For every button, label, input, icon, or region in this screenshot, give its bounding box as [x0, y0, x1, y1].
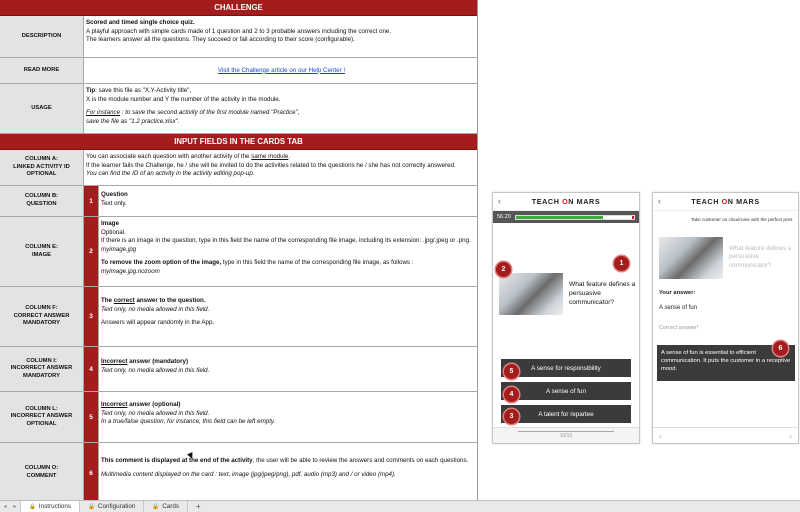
challenge-header: CHALLENGE — [0, 0, 477, 16]
column-e-label: COLUMN E: IMAGE — [0, 217, 84, 286]
column-a-line1-end: . — [288, 153, 291, 160]
prev-chevron-icon[interactable]: ‹ — [659, 430, 662, 441]
column-b-label: COLUMN B: QUESTION — [0, 186, 84, 216]
column-f-number: 3 — [84, 287, 99, 346]
back-chevron-icon-2[interactable]: ‹ — [658, 196, 662, 206]
column-f-line2: Answers will appear randomly in the App. — [101, 319, 215, 327]
usage-line4: save the file as "1.2 practice.xlsx". — [86, 117, 180, 125]
column-a-label: COLUMN A: LINKED ACTIVITY ID OPTIONAL — [0, 150, 84, 185]
sheet-tab-bar — [0, 500, 800, 512]
column-o-title-bold: This comment is displayed at the end of the activity — [101, 457, 253, 464]
same-module-text: same module — [251, 153, 289, 160]
description-title: Scored and timed single choice quiz. — [86, 19, 195, 26]
column-o-title-post: , the user will be able to review the answers and comments on each questions. — [252, 457, 469, 464]
next-chevron-icon[interactable]: › — [789, 430, 792, 441]
logo-text-1-2: TEACH — [691, 197, 722, 206]
description-line2: The learners answer all the questions. They succeed or fail according to their score (configurable). — [86, 36, 355, 44]
callout-badge-3: 3 — [504, 409, 519, 424]
answer-button-1[interactable]: A sense for responsibility — [501, 359, 631, 377]
column-e-line1: Optional. — [101, 228, 126, 236]
card-nav-footer — [653, 427, 798, 443]
column-l-title-post: answer (optional) — [127, 401, 181, 408]
lock-icon: 🔒 — [88, 503, 95, 510]
tab-cards[interactable] — [144, 501, 188, 512]
tab-scroll-arrows[interactable] — [0, 503, 20, 510]
incorrect-word-l: Incorrect — [101, 401, 128, 408]
column-a-line3: You can find the ID of an activity in the activity editing pop-up. — [86, 170, 255, 178]
zoom-bold-text: To remove the zoom option of the image, — [101, 259, 222, 267]
activity-subtitle: Take customer on cloud-nine with the perfect pres — [691, 217, 793, 222]
column-l-content — [99, 392, 477, 442]
column-o-label: COLUMN O: COMMENT — [0, 443, 84, 500]
card-counter: 10/10 — [559, 432, 573, 439]
score-bar — [493, 211, 639, 223]
help-center-link[interactable]: Visit the Challenge article on our Help Center ! — [217, 66, 346, 74]
column-i-line1: Text only, no media allowed in this field. — [101, 366, 210, 374]
callout-badge-5: 5 — [504, 364, 519, 379]
back-chevron-icon[interactable]: ‹ — [498, 196, 502, 206]
comment-feedback: A sense of fun is essential to efficient communication. It puts the customer in a receptive mood. — [657, 345, 795, 381]
column-f-title-pre: The — [101, 297, 114, 304]
column-f-content — [99, 287, 477, 346]
tab-prev-icon[interactable]: ◂ — [3, 504, 7, 510]
column-b-row — [0, 186, 477, 217]
column-i-number: 4 — [84, 347, 99, 391]
usage-content — [84, 84, 477, 133]
score-value: 56.20 — [497, 214, 511, 220]
app-logo — [532, 197, 601, 206]
usage-line2: X is the module number and Y the number of the activity in the module. — [86, 95, 281, 103]
column-e-line3: myimage.jpg — [101, 245, 137, 253]
description-content — [84, 16, 477, 57]
column-f-line1: Text only, no media allowed in this field. — [101, 305, 210, 313]
correct-word: correct — [113, 297, 135, 304]
callout-badge-2: 2 — [496, 262, 511, 277]
column-o-row — [0, 443, 477, 500]
tab-instructions-label: Instructions — [38, 503, 72, 510]
tab-configuration-label: Configuration — [97, 503, 136, 510]
column-i-title-post: answer (mandatory) — [127, 358, 188, 365]
instance-label: For instance — [86, 109, 121, 117]
app-header — [493, 193, 639, 211]
column-l-number: 5 — [84, 392, 99, 442]
logo-text-2-2: N MARS — [727, 197, 760, 206]
usage-label: USAGE — [0, 84, 84, 133]
tab-instructions[interactable] — [20, 501, 80, 512]
column-a-content — [84, 150, 477, 185]
description-row — [0, 16, 477, 58]
column-i-row — [0, 347, 477, 392]
question-image[interactable] — [499, 273, 563, 315]
read-more-label: READ MORE — [0, 58, 84, 83]
app-logo-2 — [691, 197, 760, 206]
callout-badge-6: 6 — [773, 341, 788, 356]
column-e-title: Image — [101, 220, 119, 227]
your-answer-label: Your answer: — [659, 290, 696, 296]
column-b-title: Question — [101, 191, 128, 198]
timer-fill — [516, 216, 603, 219]
question-text: What feature defines a persuasive communicator? — [569, 281, 636, 306]
lock-icon: 🔒 — [152, 503, 160, 510]
lock-icon: 🔒 — [29, 503, 36, 510]
input-fields-header: INPUT FIELDS IN THE CARDS TAB — [0, 134, 477, 150]
callout-badge-1: 1 — [614, 256, 629, 271]
logo-text-1: TEACH — [531, 197, 563, 206]
add-sheet-button[interactable]: + — [196, 502, 201, 511]
column-f-label: COLUMN F: CORRECT ANSWER MANDATORY — [0, 287, 84, 346]
column-l-label: COLUMN L: INCORRECT ANSWER OPTIONAL — [0, 392, 84, 442]
column-b-content — [99, 186, 477, 216]
card-footer — [493, 427, 639, 443]
description-line1: A playful approach with simple cards made of 1 question and 2 to 3 probable answers including the correct one. — [86, 27, 392, 35]
question-text-faded: What feature defines a persuasive communicator? — [729, 245, 792, 269]
tip-label: Tip — [86, 87, 96, 94]
instance-text: : to save the second activity of the first module named "Practice", — [120, 109, 300, 117]
card-progress-line — [518, 431, 614, 432]
column-a-line1: You can associate each question with another activity of the — [86, 153, 252, 160]
timer-track — [515, 215, 635, 220]
column-o-number: 6 — [84, 443, 99, 500]
column-o-content — [99, 443, 477, 500]
read-more-row — [0, 58, 477, 84]
column-e-content — [99, 217, 477, 286]
column-f-title-post: answer to the question. — [134, 297, 206, 304]
column-l-row — [0, 392, 477, 443]
column-b-number: 1 — [84, 186, 99, 216]
column-f-row — [0, 287, 477, 347]
answer-button-3[interactable]: A talent for repartee — [501, 405, 631, 423]
tab-next-icon[interactable]: ▸ — [13, 504, 17, 510]
column-b-text: Text only. — [101, 199, 127, 207]
incorrect-word-i: Incorrect — [101, 358, 128, 365]
tip-text: : save this file as "X.Y-Activity title", — [95, 87, 192, 94]
question-image-2[interactable] — [659, 237, 723, 279]
column-a-line2: If the learner fails the Challenge, he / she will be invited to do the activities related to the questions he / she has not correctly answered. — [86, 161, 456, 169]
column-i-label: COLUMN I: INCORRECT ANSWER MANDATORY — [0, 347, 84, 391]
callout-badge-4: 4 — [504, 387, 519, 402]
column-a-row — [0, 150, 477, 186]
description-label: DESCRIPTION — [0, 16, 84, 57]
column-e-row — [0, 217, 477, 287]
phone-preview-question — [492, 192, 640, 444]
usage-row — [0, 84, 477, 134]
column-e-line5: myimage.jpg.nozoom — [101, 267, 160, 275]
column-e-line2: If there is an image in the question, type in this field the name of the corresponding file image, including its extension: .jpg/.jpeg or .png. — [101, 237, 471, 245]
tab-configuration[interactable] — [80, 501, 144, 512]
your-answer-value: A sense of fun — [659, 305, 698, 311]
logo-text-2: N MARS — [568, 197, 601, 206]
correct-answer-label: Correct answer! — [659, 325, 699, 331]
column-o-line1: Multimedia content displayed on the card : text, image (jpg/jpeg/png), pdf, audio (mp3) and / or video (mp4). — [101, 470, 396, 478]
phone-preview-comment — [652, 192, 799, 444]
timer-end-mark — [632, 216, 634, 219]
zoom-text: type in this field the name of the corresponding file image, as follows : — [221, 259, 414, 267]
column-e-number: 2 — [84, 217, 99, 286]
column-i-content — [99, 347, 477, 391]
column-l-line1: Text only, no media allowed in this field. — [101, 409, 210, 417]
column-l-line2: In a true/false question, for instance, this field can be left empty. — [101, 418, 276, 426]
logo-o: O — [562, 197, 569, 206]
logo-o-2: O — [721, 197, 728, 206]
answer-button-2[interactable]: A sense of fun — [501, 382, 631, 400]
tab-cards-label: Cards — [162, 503, 180, 510]
app-header-2 — [653, 193, 798, 211]
